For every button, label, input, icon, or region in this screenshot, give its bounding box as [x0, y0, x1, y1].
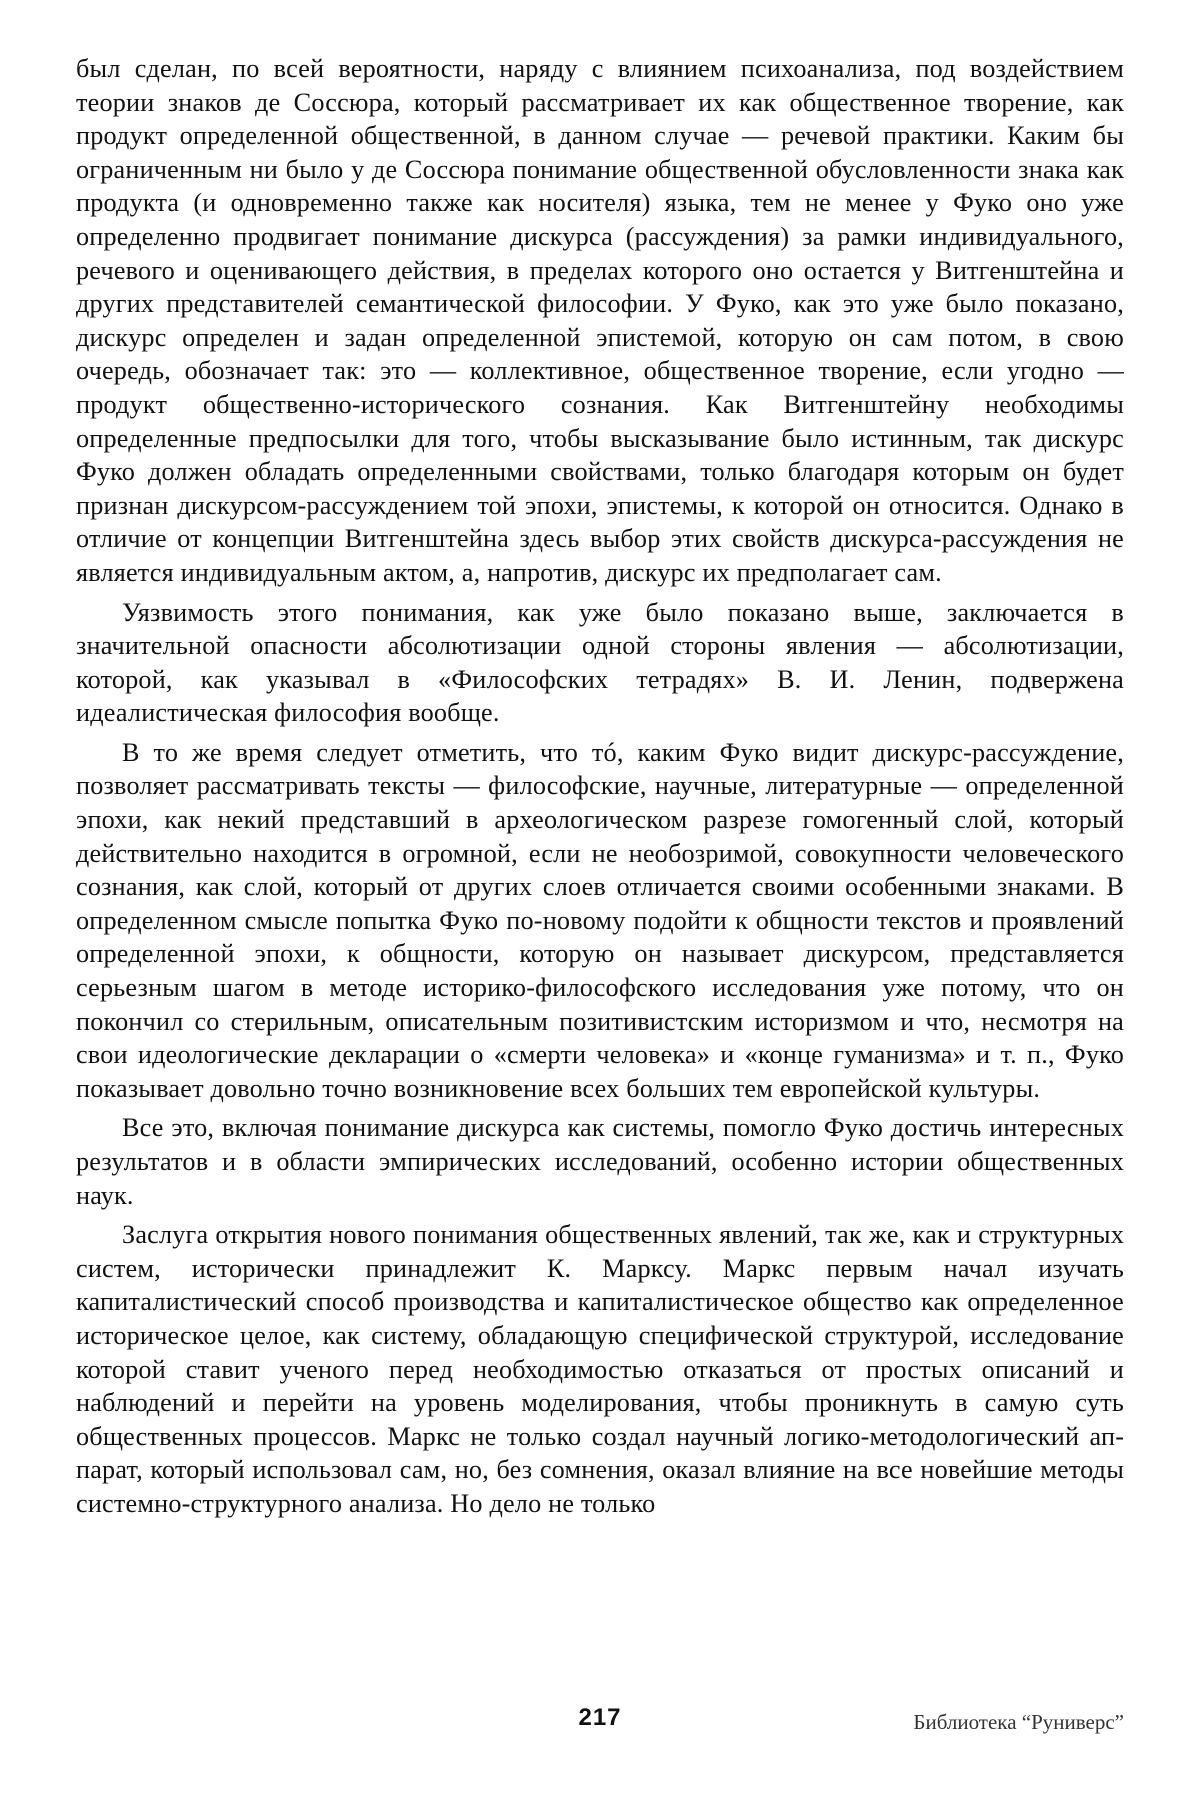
page-footer: [76, 1704, 1124, 1744]
book-page: [76, 52, 1124, 1752]
paragraph: Все это, включая понимание дискурса как системы, помогло Фуко достичь интересных результатов и в области эмпирических исследований, особенно истории общественных наук.: [76, 1113, 1124, 1210]
page-number: 217: [578, 1704, 622, 1731]
library-watermark: Библиотека “Руниверс”: [913, 1710, 1124, 1734]
paragraph: В то же время следует отметить, что тó, каким Фуко видит дискурс-рассуждение, позволяет рассматривать тексты — философские, научные, литературные — определенной эпохи, как некий представший в археологическом разрезе гомогенный слой, который действительно находится в огромной, если не необозримой, совокупности человеческого сознания, как слой, который от других слоев отличается своими особенными знаками. В определенном смысле попытка Фуко по-новому подойти к общности текстов и проявлений определенной эпохи, к общности, которую он называет дискурсом, представляется серьезным шагом в методе историко-философского исследования уже потому, что он покончил со стерильным, описательным позитивистским историзмом и что, несмотря на свои идеологические декларации о «смерти человека» и «конце гуманизма» и т. п., Фуко показывает довольно точно возникновение всех больших тем европейской культуры.: [76, 737, 1124, 1103]
paragraph: Заслуга открытия нового понимания общественных явлений, так же, как и структурных систем, исторически принадлежит К. Марксу. Маркс первым начал изучать капиталистический способ производства и капиталистическое общество как определенное историческое целое, как систему, обладающую специфической структурой, исследование которой ставит ученого перед необходимостью отказаться от простых описаний и наблюдений и перейти на уровень моделирования, чтобы проникнуть в самую суть общественных процессов. Маркс не только создал научный логико-методологический аппарат, который использовал сам, но, без сомнения, оказал влияние на все новейшие методы системно-структурного анализа. Но дело не только: [76, 1220, 1124, 1518]
paragraph-continuation: был сделан, по всей вероятности, наряду с влиянием психоанализа, под воздействием теории знаков де Соссюра, который рассматривает их как общественное творение, как продукт определенной общественной, в данном случае — речевой практики. Каким бы ограниченным ни было у де Соссюра понимание общественной обусловленности знака как продукта (и одновременно также как носителя) языка, тем не менее у Фуко оно уже определенно продвигает понимание дискурса (рассуждения) за рамки индивидуального, речевого и оценивающего действия, в пределах которого оно остается у Витгенштейна и других представителей семантической философии. У Фуко, как это уже было показано, дискурс определен и задан определенной эпистемой, которую он сам потом, в свою очередь, обозначает так: это — коллективное, общественное творение, если угодно — продукт общественно-исторического сознания. Как Витгенштейну необходимы определенные предпосылки для того, чтобы высказывание было истинным, так дискурс Фуко должен обладать определенными свойствами, только благодаря которым он будет признан дискурсом-рассуждением той эпохи, эпистемы, к которой он относится. Однако в отличие от концепции Витгенштейна здесь выбор этих свойств дискурса-рассуждения не является индивидуальным актом, а, напротив, дискурс их предполагает сам.: [76, 54, 1124, 587]
paragraph: Уязвимость этого понимания, как уже было показано выше, заключается в значительной опасности абсолютизации одной стороны явления — абсолютизации, которой, как указывал в «Философских тетрадях» В. И. Ленин, подвержена идеалистическая философия вообще.: [76, 597, 1124, 728]
body-text: [76, 52, 1124, 1521]
